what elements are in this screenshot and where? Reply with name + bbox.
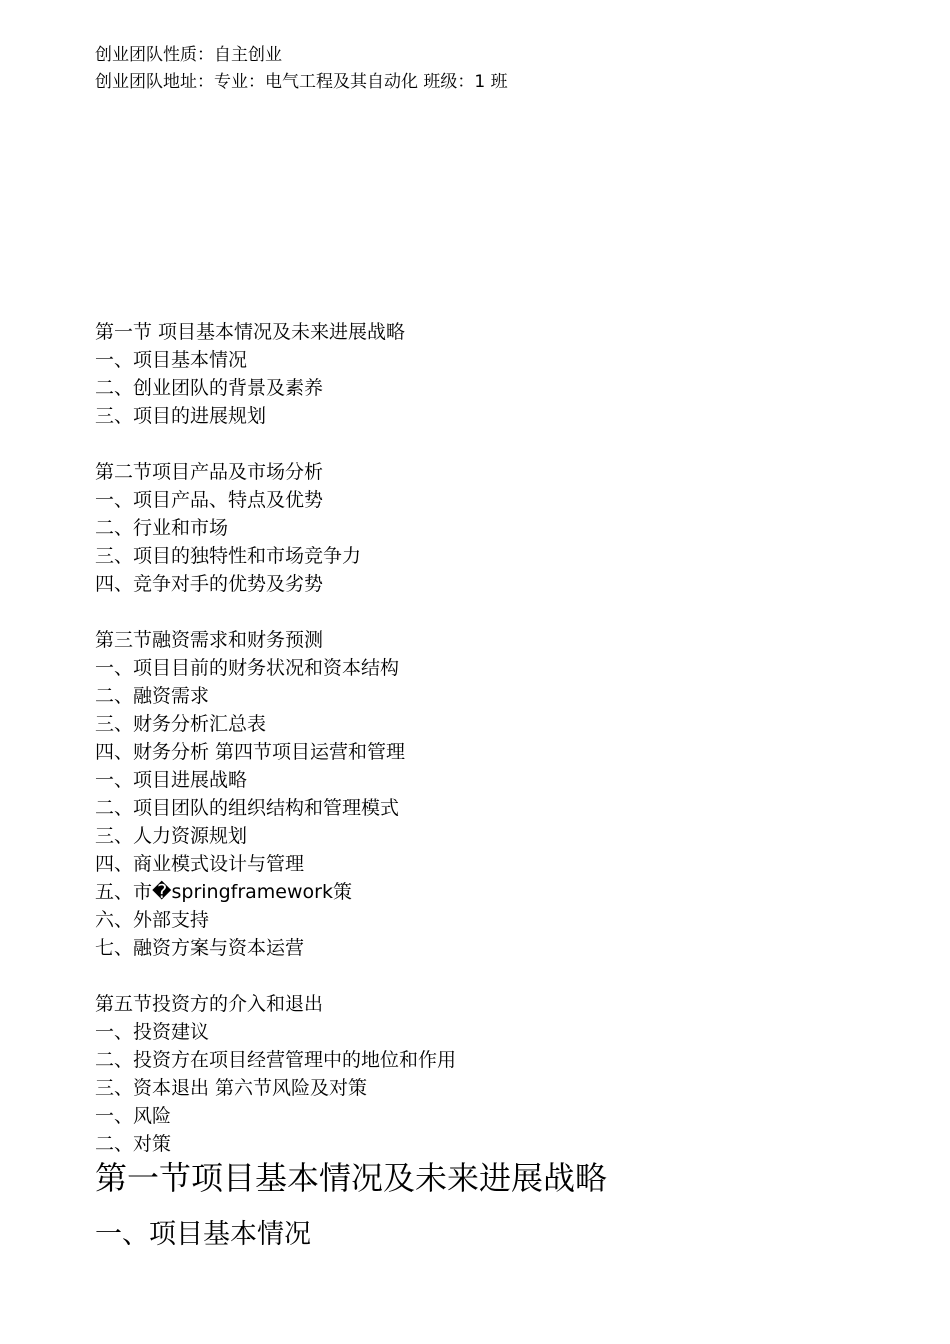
toc-item: 四、财务分析 第四节项目运营和管理 [95,741,406,763]
team-address: 创业团队地址：专业：电气工程及其自动化 班级：1 班 [95,72,508,92]
toc-section-title: 第一节 项目基本情况及未来进展战略 [95,321,406,343]
toc-spacer [95,430,875,458]
toc-item: 二、项目团队的组织结构和管理模式 [95,797,400,819]
subsection-heading: 一、项目基本情况 [95,1219,311,1250]
section-heading: 第一节项目基本情况及未来进展战略 [95,1159,608,1197]
toc-item: 一、项目进展战略 [95,769,248,791]
team-info [95,42,875,96]
toc-item: 三、财务分析汇总表 [95,713,267,735]
toc-item: 四、商业模式设计与管理 [95,853,305,875]
toc-item: 二、创业团队的背景及素养 [95,377,324,399]
toc-item: 五、市�springframework策 [95,881,352,903]
toc-item: 一、风险 [95,1105,172,1127]
toc-section-title: 第五节投资方的介入和退出 [95,993,324,1015]
toc-item: 一、项目产品、特点及优势 [95,489,324,511]
toc-item: 四、竞争对手的优势及劣势 [95,573,324,595]
toc-section-title: 第三节融资需求和财务预测 [95,629,324,651]
toc-item: 三、人力资源规划 [95,825,248,847]
toc-item: 二、行业和市场 [95,517,229,539]
table-of-contents [95,318,875,1158]
toc-item: 二、融资需求 [95,685,210,707]
toc-item: 三、项目的独特性和市场竞争力 [95,545,362,567]
toc-item: 七、融资方案与资本运营 [95,937,305,959]
toc-spacer [95,962,875,990]
toc-item: 三、项目的进展规划 [95,405,267,427]
toc-item: 一、项目目前的财务状况和资本结构 [95,657,400,679]
toc-item: 二、对策 [95,1133,172,1155]
toc-item: 三、资本退出 第六节风险及对策 [95,1077,368,1099]
toc-section-title: 第二节项目产品及市场分析 [95,461,324,483]
toc-item: 二、投资方在项目经营管理中的地位和作用 [95,1049,457,1071]
toc-spacer [95,598,875,626]
team-nature: 创业团队性质：自主创业 [95,45,282,65]
toc-item: 六、外部支持 [95,909,210,931]
toc-item: 一、投资建议 [95,1021,210,1043]
toc-item: 一、项目基本情况 [95,349,248,371]
